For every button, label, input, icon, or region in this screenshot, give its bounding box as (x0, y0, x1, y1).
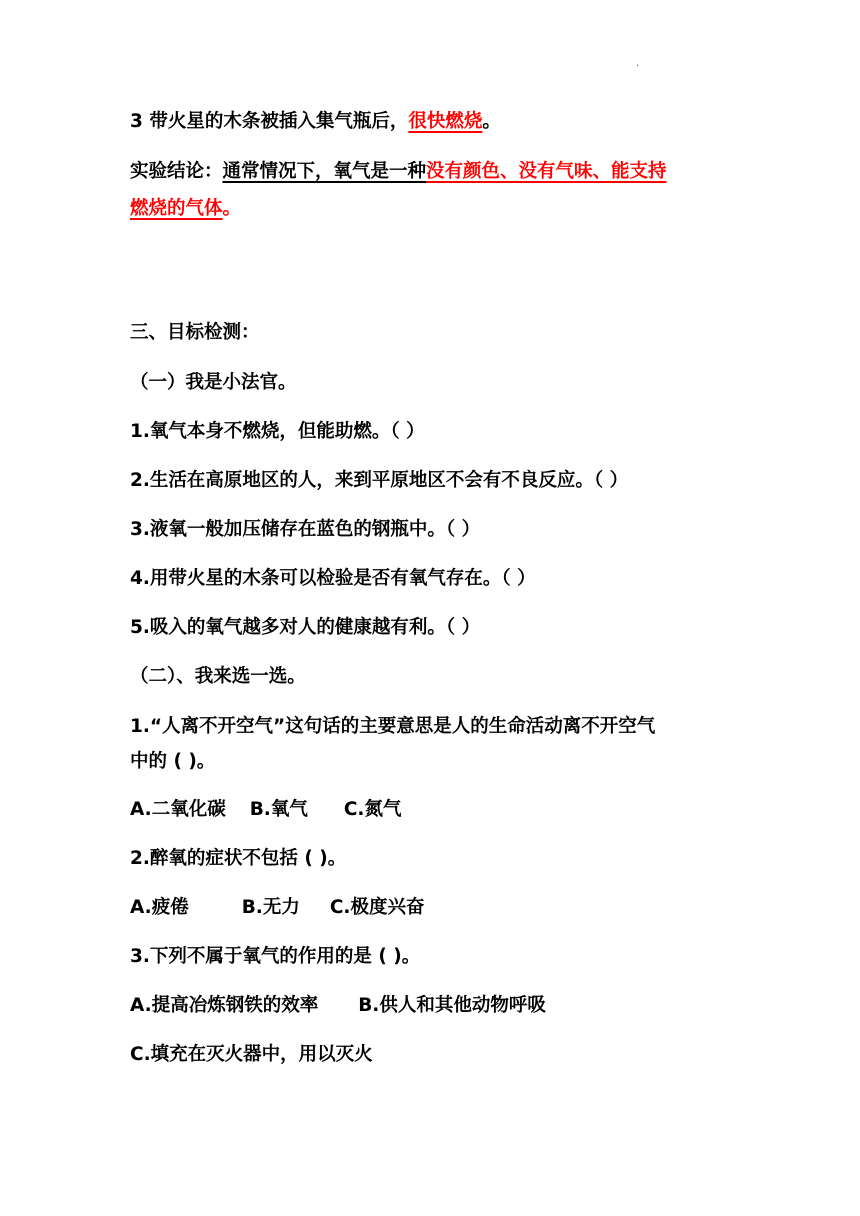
choice-q3-options-line-1 (130, 993, 546, 1019)
observation-item-3 (130, 109, 501, 135)
choice-q3-option-c: C.填充在灭火器中，用以灭火 (130, 1044, 373, 1065)
choice-q1-line-2: 中的 ( )。 (130, 751, 216, 772)
choice-q1-option-c: C.氮气 (343, 799, 402, 820)
choice-q1-option-b: B.氧气 (249, 799, 308, 820)
judge-item-4: 4.用带火星的木条可以检验是否有氧气存在。（ ） (130, 568, 536, 589)
observation-item-3-text: 3 带火星的木条被插入集气瓶后， (130, 111, 409, 132)
choice-q2-option-a: A.疲倦 (130, 897, 189, 918)
conclusion-line-1 (130, 159, 667, 185)
observation-item-3-answer: 很快燃烧 (408, 111, 483, 132)
choice-q2-option-c: C.极度兴奋 (329, 897, 425, 918)
judge-item-3: 3.液氧一般加压储存在蓝色的钢瓶中。（ ） (130, 519, 481, 540)
choice-q3: 3.下列不属于氧气的作用的是 ( )。 (130, 946, 421, 967)
conclusion-answer-part1: 没有颜色、没有气味、能支持 (426, 161, 667, 182)
observation-item-3-end: 。 (482, 111, 501, 132)
page-dot: . (636, 58, 640, 69)
choice-q2-option-b: B.无力 (241, 897, 300, 918)
choice-q3-option-b: B.供人和其他动物呼吸 (358, 995, 546, 1016)
choice-q2-options (130, 895, 424, 921)
part1-title: （一）我是小法官。 (130, 372, 297, 393)
conclusion-end: 。 (222, 198, 242, 219)
choice-q3-option-a: A.提高冶炼钢铁的效率 (130, 995, 319, 1016)
conclusion-label: 实验结论： (130, 161, 223, 182)
conclusion-line-2 (130, 196, 241, 222)
part2-title: （二）、我来选一选。 (130, 666, 306, 687)
choice-q1-line-1: 1.“人离不开空气”这句话的主要意思是人的生命活动离不开空气 (130, 716, 656, 737)
choice-q1-option-a: A.二氧化碳 (130, 799, 226, 820)
judge-item-2: 2.生活在高原地区的人，来到平原地区不会有不良反应。（ ） (130, 470, 629, 491)
choice-q2: 2.醉氧的症状不包括 ( )。 (130, 848, 347, 869)
judge-item-1: 1.氧气本身不燃烧，但能助燃。（ ） (130, 421, 425, 442)
section-title: 三、目标检测： (130, 322, 260, 343)
judge-item-5: 5.吸入的氧气越多对人的健康越有利。（ ） (130, 617, 481, 638)
conclusion-underlined-text: 通常情况下，氧气是一种 (222, 161, 427, 182)
choice-q1-options (130, 797, 401, 823)
conclusion-answer-part2: 燃烧的气体 (130, 198, 223, 219)
